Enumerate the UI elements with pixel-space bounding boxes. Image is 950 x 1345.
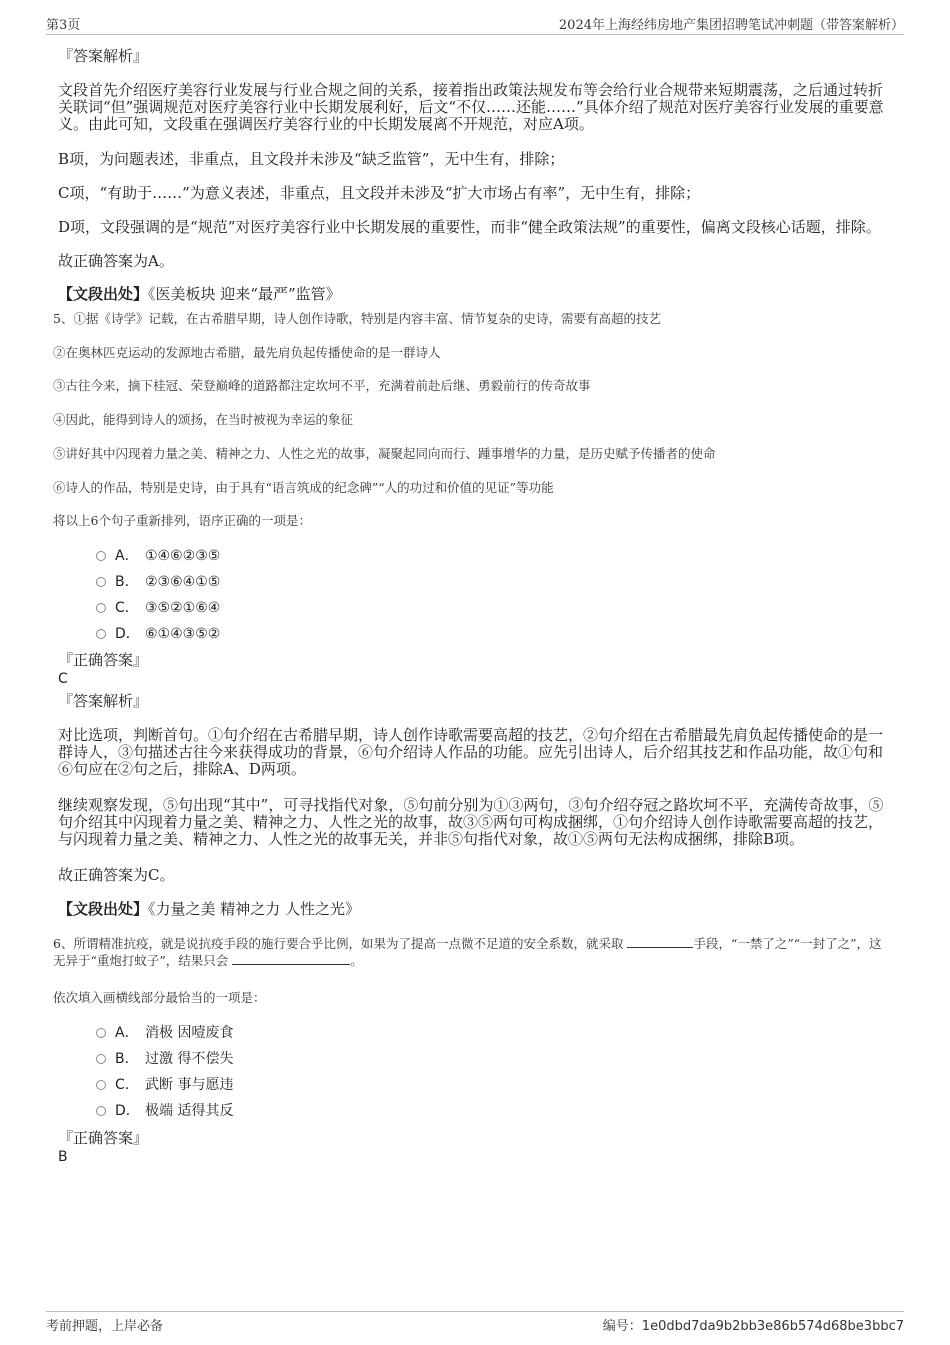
q6-option-d[interactable] (96, 1102, 233, 1120)
q5-sentence-1: 5、①据《诗学》记载，在古希腊早期，诗人创作诗歌，特别是内容丰富、情节复杂的史诗，需要有高超的技艺 (53, 311, 661, 326)
q5-option-d[interactable] (96, 625, 220, 643)
q6-blank-2 (232, 952, 350, 965)
radio-icon[interactable] (96, 1054, 106, 1064)
q5-analysis-para1: 对比选项，判断首句。①句介绍在古希腊早期，诗人创作诗歌需要高超的技艺，②句介绍在古希腊最先肩负起传播使命的是一群诗人，③句描述古往今来获得成功的背景，⑥句介绍诗人作品的功能。应先引出诗人，后介绍其技艺和作品功能，故①句和⑥句应在②句之后，排除A、D两项。 (58, 726, 884, 778)
q4-conclusion: 故正确答案为A。 (58, 252, 174, 270)
footer-slogan: 考前押题，上岸必备 (46, 1319, 164, 1334)
q5-source-title: 《力量之美 精神之力 人性之光》 (148, 900, 361, 918)
q5-option-b[interactable] (96, 573, 220, 591)
q4-source-label: 【文段出处】 (58, 285, 149, 303)
q4-source (58, 286, 888, 303)
q6-prompt: 依次填入画横线部分最恰当的一项是： (53, 990, 266, 1005)
q6-stem-part3: 。 (350, 953, 363, 968)
q5-analysis-label: 『答案解析』 (58, 692, 149, 710)
q5-option-c[interactable] (96, 599, 220, 617)
option-text: 消极 因噎废食 (145, 1025, 234, 1041)
document-title: 2024年上海经纬房地产集团招聘笔试冲刺题（带答案解析） (558, 18, 904, 33)
radio-icon[interactable] (96, 603, 106, 613)
option-letter: C． (115, 600, 139, 616)
option-letter: B． (115, 574, 139, 590)
radio-icon[interactable] (96, 1080, 106, 1090)
option-letter: D． (115, 626, 140, 642)
q5-option-a[interactable] (96, 547, 220, 565)
radio-icon[interactable] (96, 551, 106, 561)
q6-option-b[interactable] (96, 1050, 233, 1068)
q4-source-title: 《医美板块 迎来“最严”监管》 (148, 285, 341, 303)
q4-analysis-para1: 文段首先介绍医疗美容行业发展与行业合规之间的关系，接着指出政策法规发布等会给行业合规带来短期震荡，之后通过转折关联词“但”强调规范对医疗美容行业中长期发展利好，后文“不仅……还能……”具体介绍了规范对医疗美容行业发展的重要意义。由此可知，文段重在强调医疗美容行业的中长期发展离不开规范，对应A项。 (58, 81, 884, 133)
q4-analysis-option-c: C项，“有助于……”为意义表述，非重点，且文段并未涉及“扩大市场占有率”，无中生有，排除； (58, 184, 701, 202)
q4-analysis-label: 『答案解析』 (58, 47, 149, 65)
option-letter: A． (115, 1025, 139, 1041)
q6-blank-1 (627, 935, 693, 948)
q6-correct-label: 『正确答案』 (58, 1129, 149, 1147)
q6-stem-part1: 6、所谓精准抗疫，就是说抗疫手段的施行要合乎比例，如果为了提高一点微不足道的安全系数，就采取 (53, 936, 624, 951)
radio-icon[interactable] (96, 629, 106, 639)
radio-icon[interactable] (96, 1028, 106, 1038)
q5-sentence-4: ④因此，能得到诗人的颂扬，在当时被视为幸运的象征 (53, 412, 354, 427)
option-text: 武断 事与愿违 (145, 1077, 234, 1093)
option-letter: A． (115, 548, 139, 564)
footer-code-label: 编号： (602, 1319, 642, 1334)
q5-source (58, 901, 888, 918)
q6-stem (53, 935, 883, 969)
page-footer (46, 1311, 904, 1332)
footer-code: 1e0dbd7da9b2bb3e86b574d68be3bbc7 (641, 1319, 904, 1334)
radio-icon[interactable] (96, 577, 106, 587)
q6-correct-answer: B (58, 1149, 68, 1165)
q5-conclusion: 故正确答案为C。 (58, 866, 175, 884)
option-letter: D． (115, 1103, 140, 1119)
q5-source-label: 【文段出处】 (58, 900, 149, 918)
radio-icon[interactable] (96, 1106, 106, 1116)
q5-sentence-5: ⑤讲好其中闪现着力量之美、精神之力、人性之光的故事，凝聚起同向而行、踵事增华的力量，是历史赋予传播者的使命 (53, 446, 716, 461)
q5-analysis-para2: 继续观察发现，⑤句出现“其中”，可寻找指代对象，⑤句前分别为①③两句，③句介绍夺冠之路坎坷不平，充满传奇故事，⑤句介绍其中闪现着力量之美、精神之力、人性之光的故事，故③⑤两句可构成捆绑，①句介绍诗人创作诗歌需要高超的技艺，与闪现着力量之美、精神之力、人性之光的故事无关，并非⑤句指代对象，故①⑤两句无法构成捆绑，排除B项。 (58, 796, 884, 848)
option-letter: B． (115, 1051, 139, 1067)
q5-prompt: 将以上6个句子重新排列，语序正确的一项是： (53, 513, 311, 528)
option-text: ③⑤②①⑥④ (145, 600, 221, 616)
q6-option-c[interactable] (96, 1076, 233, 1094)
option-text: ⑥①④③⑤② (145, 626, 221, 642)
q4-analysis-option-d: D项，文段强调的是“规范”对医疗美容行业中长期发展的重要性，而非“健全政策法规”的重要性，偏离文段核心话题，排除。 (58, 218, 881, 236)
q4-analysis-option-b: B项，为问题表述，非重点，且文段并未涉及“缺乏监管”，无中生有，排除； (58, 150, 565, 168)
option-text: 极端 适得其反 (145, 1103, 234, 1119)
option-letter: C． (115, 1077, 139, 1093)
option-text: ①④⑥②③⑤ (145, 548, 221, 564)
option-text: 过激 得不偿失 (145, 1051, 234, 1067)
q6-stem-part2: 手段，“一禁了之”“一封了之”，这无异于“重炮打蚊子”，结果只会 (53, 936, 882, 968)
q5-sentence-6: ⑥诗人的作品，特别是史诗，由于具有“语言筑成的纪念碑”“人的功过和价值的见证”等功能 (53, 480, 554, 495)
footer-code-block (603, 1315, 904, 1334)
q5-sentence-3: ③古往今来，摘下桂冠、荣登巅峰的道路都注定坎坷不平，充满着前赴后继、勇毅前行的传奇故事 (53, 378, 591, 393)
q5-correct-answer: C (58, 671, 68, 687)
page-number: 第3页 (46, 18, 81, 33)
q5-sentence-2: ②在奥林匹克运动的发源地古希腊，最先肩负起传播使命的是一群诗人 (53, 345, 441, 360)
page-header (46, 12, 904, 35)
q6-option-a[interactable] (96, 1024, 233, 1042)
option-text: ②③⑥④①⑤ (145, 574, 221, 590)
q5-correct-label: 『正确答案』 (58, 651, 149, 669)
